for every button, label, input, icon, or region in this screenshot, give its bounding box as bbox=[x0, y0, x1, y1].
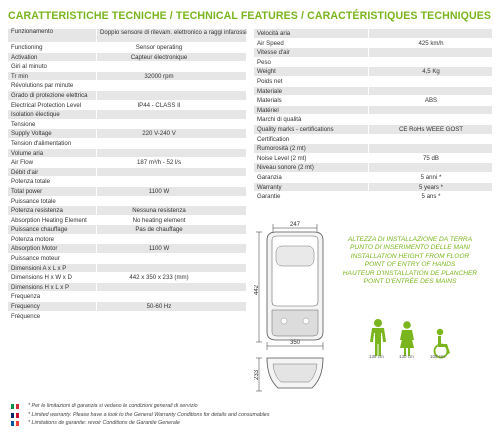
row-label: Garantie bbox=[257, 193, 281, 201]
row-divider bbox=[368, 39, 369, 48]
row-value: 425 km/h bbox=[418, 39, 444, 47]
row-divider bbox=[368, 135, 369, 144]
row-label: Débit d'air bbox=[11, 168, 39, 176]
row-value: Nessuna resistenza bbox=[132, 207, 186, 215]
row-label: Rumorosità (2 mt) bbox=[257, 145, 306, 153]
table-row bbox=[8, 187, 246, 197]
row-divider bbox=[96, 129, 97, 138]
row-label: Warranty bbox=[257, 183, 282, 191]
row-divider bbox=[96, 187, 97, 196]
table-row bbox=[8, 283, 246, 293]
width-top-label: 247 bbox=[289, 222, 301, 228]
row-value: 5 anni * bbox=[420, 173, 442, 181]
row-label: Puissance chauffage bbox=[11, 226, 68, 234]
row-label: Tension d'alimentation bbox=[11, 139, 72, 147]
row-value: Capteur électronique bbox=[130, 53, 188, 61]
depth-label: 233 bbox=[254, 369, 260, 381]
row-value: 220 V-240 V bbox=[142, 130, 176, 138]
row-label: Materials bbox=[257, 97, 282, 105]
row-label: Potenza resistenza bbox=[11, 207, 63, 215]
row-value: No heating element bbox=[132, 216, 186, 224]
features-table-right bbox=[254, 29, 492, 202]
row-value: 4,5 Kg bbox=[422, 68, 440, 76]
row-value: 5 ans * bbox=[421, 193, 441, 201]
row-divider bbox=[368, 183, 369, 192]
row-divider bbox=[96, 177, 97, 186]
row-label: Weight bbox=[257, 68, 276, 76]
row-divider bbox=[96, 29, 97, 42]
row-divider bbox=[96, 273, 97, 282]
row-divider bbox=[96, 101, 97, 110]
table-row bbox=[8, 244, 246, 254]
table-row bbox=[254, 144, 492, 154]
italy-flag-icon bbox=[11, 404, 19, 409]
row-divider bbox=[368, 173, 369, 182]
row-divider bbox=[368, 163, 369, 172]
row-divider bbox=[96, 235, 97, 244]
row-divider bbox=[96, 225, 97, 234]
dryer-front-lower bbox=[272, 310, 318, 336]
table-row bbox=[8, 292, 246, 302]
row-value: Sensor operating bbox=[135, 44, 183, 51]
installation-height-line: INSTALLATION HEIGHT FROM FLOOR bbox=[350, 252, 470, 260]
row-label: Supply Voltage bbox=[11, 130, 52, 138]
row-divider bbox=[368, 48, 369, 57]
hand-dryer-diagram bbox=[254, 218, 340, 394]
table-row bbox=[254, 77, 492, 87]
footnote-text: * Per le limitazioni di garanzia si vedano le condizioni generali di servizio bbox=[28, 403, 198, 409]
row-divider bbox=[368, 77, 369, 86]
installation-height-line: ALTEZZA DI INSTALLAZIONE DA TERRA bbox=[347, 236, 473, 243]
footnote bbox=[8, 411, 492, 420]
figure-height-label: 105 cm bbox=[430, 354, 445, 359]
row-label: Poids net bbox=[257, 77, 283, 85]
row-divider bbox=[96, 197, 97, 206]
table-row bbox=[8, 139, 246, 149]
row-label: Giri al minuto bbox=[11, 63, 47, 71]
row-divider bbox=[96, 302, 97, 311]
row-divider bbox=[368, 67, 369, 76]
table-row bbox=[8, 43, 246, 53]
row-label: Fréquence bbox=[11, 312, 41, 320]
width-mid-label: 350 bbox=[289, 340, 301, 346]
footnote bbox=[8, 419, 492, 428]
table-row bbox=[254, 106, 492, 116]
row-label: Functioning bbox=[11, 44, 43, 51]
row-divider bbox=[368, 29, 369, 38]
table-row bbox=[8, 91, 246, 101]
table-row bbox=[254, 58, 492, 68]
table-row bbox=[8, 81, 246, 91]
row-label: Dimensions H x L x P bbox=[11, 283, 70, 291]
figure-height-label: 135 cm bbox=[369, 354, 384, 359]
woman-icon bbox=[400, 321, 414, 356]
installation-height-line: HAUTEUR D'INSTALLATION DE PLANCHER bbox=[342, 269, 478, 277]
table-row bbox=[8, 62, 246, 72]
row-divider bbox=[368, 87, 369, 96]
row-label: Activation bbox=[11, 53, 38, 61]
row-value: 50-60 Hz bbox=[146, 303, 172, 311]
table-row bbox=[254, 173, 492, 183]
table-row bbox=[8, 225, 246, 235]
row-label: Volume aria bbox=[11, 149, 44, 157]
row-divider bbox=[96, 168, 97, 177]
table-row bbox=[8, 254, 246, 264]
row-label: Air Speed bbox=[257, 39, 284, 47]
page-title: CARATTERISTICHE TECNICHE / TECHNICAL FEATURES / CARACTÉRISTIQUES TECHNIQUES bbox=[8, 10, 492, 22]
row-divider bbox=[368, 106, 369, 115]
row-label: Vitesse d'air bbox=[257, 49, 290, 57]
table-row bbox=[254, 183, 492, 193]
row-label: Materiale bbox=[257, 87, 283, 95]
row-divider bbox=[96, 158, 97, 167]
row-value: 1100 W bbox=[148, 245, 170, 253]
row-label: Puissance moteur bbox=[11, 255, 60, 263]
row-label: Funzionamento bbox=[11, 28, 54, 35]
row-divider bbox=[368, 96, 369, 105]
height-label: 442 bbox=[254, 284, 260, 296]
row-value: Doppio sensore di rilevam. elettronico a raggi infarossi bbox=[100, 28, 247, 36]
row-label: Noise Level (2 mt) bbox=[257, 154, 307, 162]
row-divider bbox=[96, 53, 97, 62]
row-label: Tensione bbox=[11, 120, 36, 128]
row-divider bbox=[96, 292, 97, 301]
table-row bbox=[254, 67, 492, 77]
row-value: IP44 - CLASS II bbox=[137, 101, 181, 109]
footnote-text: * Limited warranty. Please have a look to the General Warranty Conditions for details and consumables bbox=[28, 411, 270, 418]
table-row bbox=[254, 115, 492, 125]
table-row bbox=[8, 110, 246, 120]
table-row bbox=[8, 120, 246, 130]
row-divider bbox=[96, 43, 97, 52]
row-label: Tr min bbox=[11, 72, 29, 80]
row-label: Total power bbox=[11, 187, 43, 195]
installation-heights bbox=[330, 236, 490, 286]
row-divider bbox=[96, 139, 97, 148]
row-divider bbox=[96, 244, 97, 253]
row-divider bbox=[96, 254, 97, 263]
row-label: Absorption Heating Element bbox=[11, 216, 87, 224]
footnote-text: * Limitations de garantie: revoir Conditions de Garantie Generale bbox=[28, 420, 180, 427]
row-label: Peso bbox=[257, 58, 271, 66]
row-divider bbox=[368, 192, 369, 201]
table-row bbox=[8, 177, 246, 187]
row-divider bbox=[96, 149, 97, 158]
table-row bbox=[8, 101, 246, 111]
row-divider bbox=[96, 120, 97, 129]
row-label: Puissance totale bbox=[11, 197, 56, 205]
table-row bbox=[8, 302, 246, 312]
row-label: Electrical Protection Level bbox=[11, 101, 82, 109]
row-label: Air Flow bbox=[11, 159, 34, 167]
row-divider bbox=[96, 72, 97, 81]
row-divider bbox=[368, 115, 369, 124]
row-divider bbox=[368, 144, 369, 153]
table-row bbox=[8, 312, 246, 322]
row-divider bbox=[368, 125, 369, 134]
row-divider bbox=[96, 216, 97, 225]
france-flag-icon bbox=[11, 421, 19, 426]
dryer-screw-right bbox=[303, 318, 309, 324]
table-row bbox=[8, 72, 246, 82]
row-value: 5 years * bbox=[418, 183, 444, 191]
row-label: Potenza motore bbox=[11, 235, 55, 243]
dryer-screw-left bbox=[281, 318, 287, 324]
table-row bbox=[8, 273, 246, 283]
table-row bbox=[8, 168, 246, 178]
row-label: Marchi di qualità bbox=[257, 116, 302, 124]
row-divider bbox=[96, 81, 97, 90]
table-row bbox=[8, 129, 246, 139]
table-row bbox=[8, 235, 246, 245]
row-value: Pas de chauffage bbox=[135, 226, 183, 234]
figure-height-label: 130 cm bbox=[399, 354, 414, 359]
row-divider bbox=[96, 312, 97, 321]
row-value: 32000 rpm bbox=[144, 72, 174, 80]
row-divider bbox=[96, 283, 97, 292]
dryer-hand-slot bbox=[276, 246, 314, 266]
table-row bbox=[254, 48, 492, 58]
table-row bbox=[8, 53, 246, 63]
table-row bbox=[8, 197, 246, 207]
row-label: Dimensioni A x L x P bbox=[11, 264, 67, 272]
row-label: Absorption Motor bbox=[11, 245, 58, 253]
footnote bbox=[8, 402, 492, 411]
installation-height-line: POINT OF ENTRY OF HANDS bbox=[364, 261, 456, 269]
row-label: Niveau sonore (2 mt) bbox=[257, 164, 314, 172]
row-label: Isolation électique bbox=[11, 111, 60, 119]
row-label: Garanzia bbox=[257, 173, 282, 181]
row-divider bbox=[96, 264, 97, 273]
table-row bbox=[254, 29, 492, 39]
table-row bbox=[254, 163, 492, 173]
table-row bbox=[254, 96, 492, 106]
table-row bbox=[254, 154, 492, 164]
dryer-side-inner bbox=[273, 364, 317, 382]
row-label: Frequenza bbox=[11, 293, 41, 301]
table-row bbox=[8, 264, 246, 274]
row-label: Certification bbox=[257, 135, 290, 143]
table-row bbox=[254, 125, 492, 135]
table-row bbox=[254, 39, 492, 49]
row-label: Grado di protezione elettrica bbox=[11, 91, 88, 99]
row-divider bbox=[96, 91, 97, 100]
features-table-left bbox=[8, 29, 246, 321]
row-label: Potenza totale bbox=[11, 178, 50, 186]
row-label: Frequency bbox=[11, 303, 40, 311]
row-divider bbox=[96, 110, 97, 119]
row-divider bbox=[368, 154, 369, 163]
row-divider bbox=[96, 62, 97, 71]
row-value: 1100 W bbox=[148, 187, 170, 195]
table-row bbox=[8, 29, 246, 43]
table-row bbox=[254, 87, 492, 97]
row-value: 187 m³/h - 52 l/s bbox=[136, 159, 182, 167]
man-icon bbox=[370, 319, 386, 356]
row-value: 442 x 350 x 233 (mm) bbox=[129, 274, 189, 282]
table-row bbox=[8, 149, 246, 159]
row-divider bbox=[368, 58, 369, 67]
row-label: Dimensions H x W x D bbox=[11, 274, 72, 282]
table-row bbox=[8, 158, 246, 168]
table-row bbox=[254, 192, 492, 202]
uk-flag-icon bbox=[11, 413, 19, 418]
row-label: Velocità aria bbox=[257, 30, 291, 37]
table-row bbox=[254, 135, 492, 145]
table-row bbox=[8, 206, 246, 216]
footnotes bbox=[8, 402, 492, 428]
installation-height-line: PUNTO DI INSERIMENTO DELLE MANI bbox=[350, 244, 470, 252]
installation-height-line: POINT D'ENTRÉE DES MAINS bbox=[363, 278, 457, 286]
row-value: CE RoHs WEEE GOST bbox=[399, 125, 463, 133]
row-label: Matériel bbox=[257, 106, 279, 114]
dimension-diagram bbox=[254, 218, 340, 394]
row-label: Quality marks - certifications bbox=[257, 125, 334, 133]
row-divider bbox=[96, 206, 97, 215]
row-value: ABS bbox=[424, 97, 438, 105]
row-value: 75 dB bbox=[423, 154, 439, 162]
row-label: Révolutions par minute bbox=[11, 82, 74, 90]
table-row bbox=[8, 216, 246, 226]
